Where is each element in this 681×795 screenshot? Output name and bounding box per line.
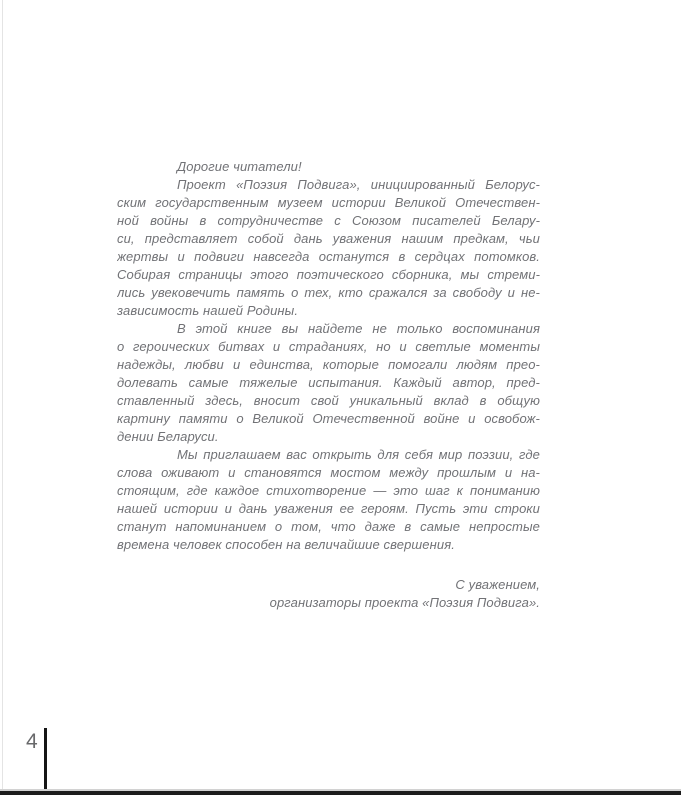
text-line: времена человек способен на величайшие свершения. bbox=[117, 537, 455, 552]
body-paragraphs bbox=[117, 176, 540, 554]
text-line: нашей истории и дань уважения ее героям. Пусть эти строки bbox=[117, 501, 540, 516]
text-line: ским государственным музеем истории Великой Отечествен- bbox=[117, 195, 540, 210]
foreword-text-block bbox=[117, 158, 540, 612]
text-line: станут напоминанием о том, что даже в самые непростые bbox=[117, 519, 540, 534]
text-line: слова оживают и становятся мостом между прошлым и на- bbox=[117, 465, 540, 480]
bottom-black-bar bbox=[0, 791, 681, 795]
page-left-edge-line bbox=[2, 0, 3, 790]
text-line: дении Беларуси. bbox=[117, 429, 219, 444]
text-line: ставленный здесь, вносит свой уникальный вклад в общую bbox=[117, 393, 540, 408]
signature-block bbox=[117, 576, 540, 612]
text-line: стоящим, где каждое стихотворение — это шаг к пониманию bbox=[117, 483, 540, 498]
text-line: о героических битвах и страданиях, но и светлые моменты bbox=[117, 339, 540, 354]
text-line: Проект «Поэзия Подвига», инициированный Белорус- bbox=[177, 177, 540, 192]
text-line: Мы приглашаем вас открыть для себя мир поэзии, где bbox=[177, 447, 540, 462]
page-number: 4 bbox=[26, 730, 38, 753]
text-line: картину памяти о Великой Отечественной войне и освобож- bbox=[117, 411, 540, 426]
signature-line-1: С уважением, bbox=[455, 577, 540, 592]
text-line: зависимость нашей Родины. bbox=[117, 303, 299, 318]
greeting-line: Дорогие читатели! bbox=[177, 159, 302, 174]
text-line: долевать самые тяжелые испытания. Каждый автор, пред- bbox=[117, 375, 540, 390]
signature-line-2: организаторы проекта «Поэзия Подвига». bbox=[269, 595, 540, 610]
text-line: ной войны в сотрудничестве с Союзом писателей Белару- bbox=[117, 213, 540, 228]
text-line: жертвы и подвиги навсегда останутся в сердцах потомков. bbox=[117, 249, 540, 264]
text-line: лись увековечить память о тех, кто сражался за свободу и не- bbox=[117, 285, 540, 300]
text-line: В этой книге вы найдете не только воспоминания bbox=[177, 321, 540, 336]
footer-vertical-rule bbox=[44, 728, 47, 791]
text-line: надежды, любви и единства, которые помогали людям прео- bbox=[117, 357, 540, 372]
text-line: Собирая страницы этого поэтического сборника, мы стреми- bbox=[117, 267, 540, 282]
text-line: си, представляет собой дань уважения нашим предкам, чьи bbox=[117, 231, 540, 246]
